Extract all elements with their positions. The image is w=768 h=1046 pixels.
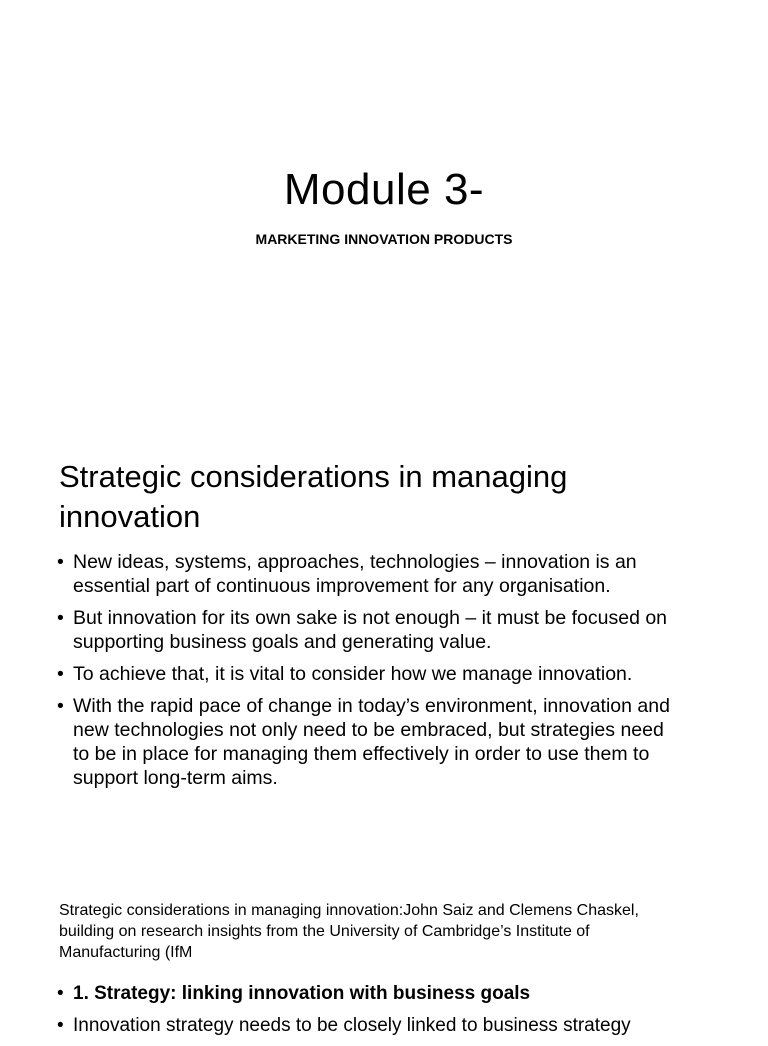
content-slide-strategic-considerations bbox=[0, 432, 768, 864]
bullet-text-line: support long-term aims. bbox=[73, 767, 278, 789]
bullet-item bbox=[57, 662, 727, 686]
title-slide bbox=[0, 0, 768, 432]
bullet-item bbox=[57, 694, 727, 790]
slide-title: Module 3- bbox=[283, 165, 485, 214]
slide-heading-line: Manufacturing (IfM bbox=[59, 944, 193, 961]
slide-heading-line: innovation bbox=[59, 499, 201, 534]
slide-heading-line: Strategic considerations in managing innovation:John Saiz and Clemens Chaskel, bbox=[59, 902, 639, 919]
bullet-icon: • bbox=[57, 695, 64, 717]
bullet-icon: • bbox=[57, 663, 64, 685]
bullet-item bbox=[57, 982, 727, 1006]
bullet-text-line: new technologies not only need to be embraced, but strategies need bbox=[73, 719, 664, 741]
bullet-text-line: supporting business goals and generating value. bbox=[73, 631, 492, 653]
bullet-icon: • bbox=[57, 1015, 64, 1036]
bullet-list bbox=[57, 550, 727, 798]
bullet-text-line: Innovation strategy needs to be closely linked to business strategy bbox=[73, 1015, 631, 1036]
bullet-item bbox=[57, 1014, 727, 1038]
slide-heading bbox=[59, 457, 719, 537]
bullet-list bbox=[57, 982, 727, 1046]
slide-heading-line: Strategic considerations in managing bbox=[59, 459, 568, 494]
bullet-icon: • bbox=[57, 983, 64, 1004]
bullet-item bbox=[57, 550, 727, 598]
bullet-text-line: essential part of continuous improvement for any organisation. bbox=[73, 575, 611, 597]
bullet-text-line: to be in place for managing them effectively in order to use them to bbox=[73, 743, 650, 765]
bullet-icon: • bbox=[57, 551, 64, 573]
bullet-text-line: But innovation for its own sake is not enough – it must be focused on bbox=[73, 607, 668, 629]
bullet-text-line: To achieve that, it is vital to consider how we manage innovation. bbox=[73, 663, 633, 685]
bullet-text-line: 1. Strategy: linking innovation with business goals bbox=[73, 983, 531, 1004]
bullet-item bbox=[57, 606, 727, 654]
content-slide-saiz-chaskel bbox=[0, 864, 768, 1036]
slide-subtitle: MARKETING INNOVATION PRODUCTS bbox=[255, 231, 513, 247]
bullet-text-line: New ideas, systems, approaches, technologies – innovation is an bbox=[73, 551, 637, 573]
slide-heading-line: building on research insights from the University of Cambridge’s Institute of bbox=[59, 923, 590, 940]
bullet-text-line: With the rapid pace of change in today’s environment, innovation and bbox=[73, 695, 670, 717]
slide-heading bbox=[59, 900, 719, 963]
bullet-icon: • bbox=[57, 607, 64, 629]
